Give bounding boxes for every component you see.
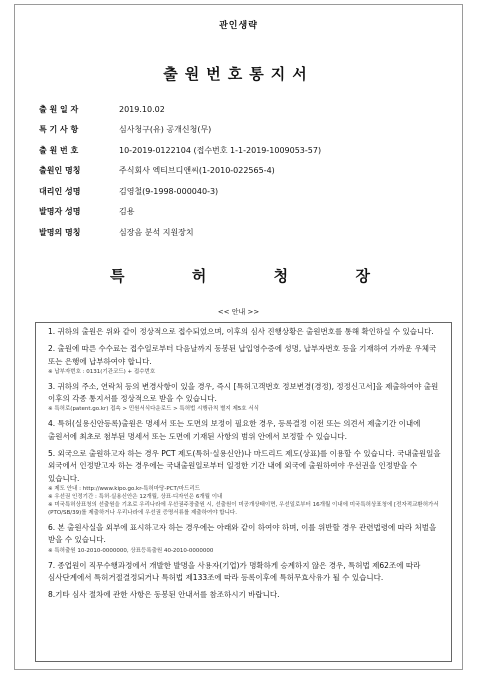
field-row: [39, 202, 459, 223]
issuer-char: 청: [273, 267, 289, 285]
application-fields: [39, 99, 459, 243]
field-row: [39, 99, 459, 120]
issuer-name: [110, 265, 370, 286]
notice-text: 3. 귀하의 주소, 연락처 등의 변경사항이 있을 경우, 즉시 [특허고객번호 정보변경(경정), 정정신고서]을 제출하여야 출원 이후의 각종 통지서를 정상적으로 받을 수 있습니다.: [48, 381, 439, 404]
notice-item: [48, 560, 445, 585]
field-label: 출 원 일 자: [39, 104, 79, 114]
notice-item: [48, 326, 445, 338]
seal-omitted-label: 관인생략: [219, 21, 258, 31]
field-value: 2019.10.02: [119, 104, 165, 114]
notice-item: [48, 343, 445, 376]
notice-item: [48, 589, 445, 601]
notice-document: [14, 4, 463, 670]
field-row: [39, 181, 459, 202]
notice-item: [48, 522, 445, 555]
issuer-char: 장: [355, 267, 370, 285]
issuer-char: 허: [191, 267, 207, 285]
notice-note: ※ 우선권 인정기간 : 특허·실용신안은 12개월, 상표·디자인은 6개월 이내: [48, 493, 223, 500]
notice-item: [48, 418, 445, 443]
guide-box: [35, 322, 452, 662]
notice-item: [48, 381, 445, 414]
notice-note: ※ 특허로(patent.go.kr) 접속 > 민원서식다운로드 > 특허법 시행규칙 별지 제5호 서식: [48, 406, 259, 413]
field-row: [39, 140, 459, 161]
field-row: [39, 120, 459, 141]
notice-note: ※ 특허출원 10-2010-0000000, 상표등록출원 40-2010-0000000: [48, 547, 214, 554]
field-value: 주식회사 엑티브디앤씨(1-2010-022565-4): [119, 166, 275, 176]
notice-text: 1. 귀하의 출원은 위와 같이 정상적으로 접수되었으며, 이후의 심사 진행상황은 출원번호를 통해 확인하실 수 있습니다.: [48, 327, 434, 336]
field-value: 심장음 분석 지원장치: [119, 227, 194, 237]
notice-text: 6. 본 출원사실을 외부에 표시하고자 하는 경우에는 아래와 같이 하여야 하며, 이를 위반할 경우 관련법령에 따라 처벌을 받을 수 있습니다.: [48, 522, 437, 545]
notice-note: ※ 미국특허상표청의 선출원을 기초로 우리나라에 우선권주장출원 시, 선출원이 미공개상태이면, 우선일로부터 16개월 이내에 미국특허상표청에 [전자적교환허가서(PTO/SB/39)를 제출하거나 우리나라에 우선권 증명서류를 제출하여야 합니다.: [48, 501, 439, 516]
notice-text: 5. 외국으로 출원하고자 하는 경우 PCT 제도(특허·실용신안)나 마드리드 제도(상표)를 이용할 수 있습니다. 국내출원일을 외국에서 인정받고자 하는 경우에는 국내출원일로부터 일정한 기간 내에 외국에 출원하여야 우선권을 인정받을 수 있습니다.: [48, 449, 441, 483]
notice-text: 7. 종업원이 직무수행과정에서 개발한 발명을 사용자(기업)가 명확하게 승계하지 않은 경우, 특허법 제62조에 따라 심사단계에서 특허거절결정되거나 특허법 제133조에 따라 등록이후에 특허무효사유가 될 수 있습니다.: [48, 560, 421, 582]
notice-text: 2. 출원에 따른 수수료는 접수일로부터 다음날까지 동봉된 납입영수증에 성명, 납부자번호 등을 기재하여 가까운 우체국 또는 은행에 납부하여야 합니다.: [48, 344, 437, 366]
notice-note: ※ 제도 안내 : http://www.kipo.go.kr-특허마당-PCT/마드리드: [48, 485, 200, 492]
notice-text: 4. 특허(실용신안등록)출원은 명세서 또는 도면의 보정이 필요한 경우, 등록결정 이전 또는 의견서 제출기간 이내에 출원서에 최초로 첨부된 명세서 또는 도면에 기재된 사항의 범위 안에서 보정할 수 있습니다.: [48, 419, 421, 441]
notice-text: 8.기타 심사 절차에 관한 사항은 동봉된 안내서를 참조하시기 바랍니다.: [48, 590, 280, 600]
field-value: 심사청구(유) 공개신청(무): [119, 125, 212, 135]
field-row: [39, 161, 459, 182]
field-row: [39, 222, 459, 243]
field-label: 발명자 성명: [39, 207, 81, 217]
field-value: 10-2019-0122104 (접수번호 1-1-2019-1009053-57): [119, 145, 322, 155]
field-label: 특 기 사 항: [39, 125, 79, 135]
notice-item: [48, 448, 445, 517]
issuer-char: 특: [110, 267, 125, 285]
document-title: 출원번호통지서: [163, 65, 314, 83]
field-value: 김용: [119, 207, 135, 217]
field-value: 김영철(9-1998-000040-3): [119, 186, 219, 196]
notice-note: ※ 납부자번호 : 0131(기관코드) + 접수번호: [48, 368, 156, 375]
field-label: 출원인 명칭: [39, 166, 81, 176]
field-label: 출 원 번 호: [39, 145, 79, 155]
field-label: 발명의 명칭: [39, 227, 81, 237]
field-label: 대리인 성명: [39, 186, 81, 196]
guide-heading: << 안내 >>: [217, 308, 260, 316]
